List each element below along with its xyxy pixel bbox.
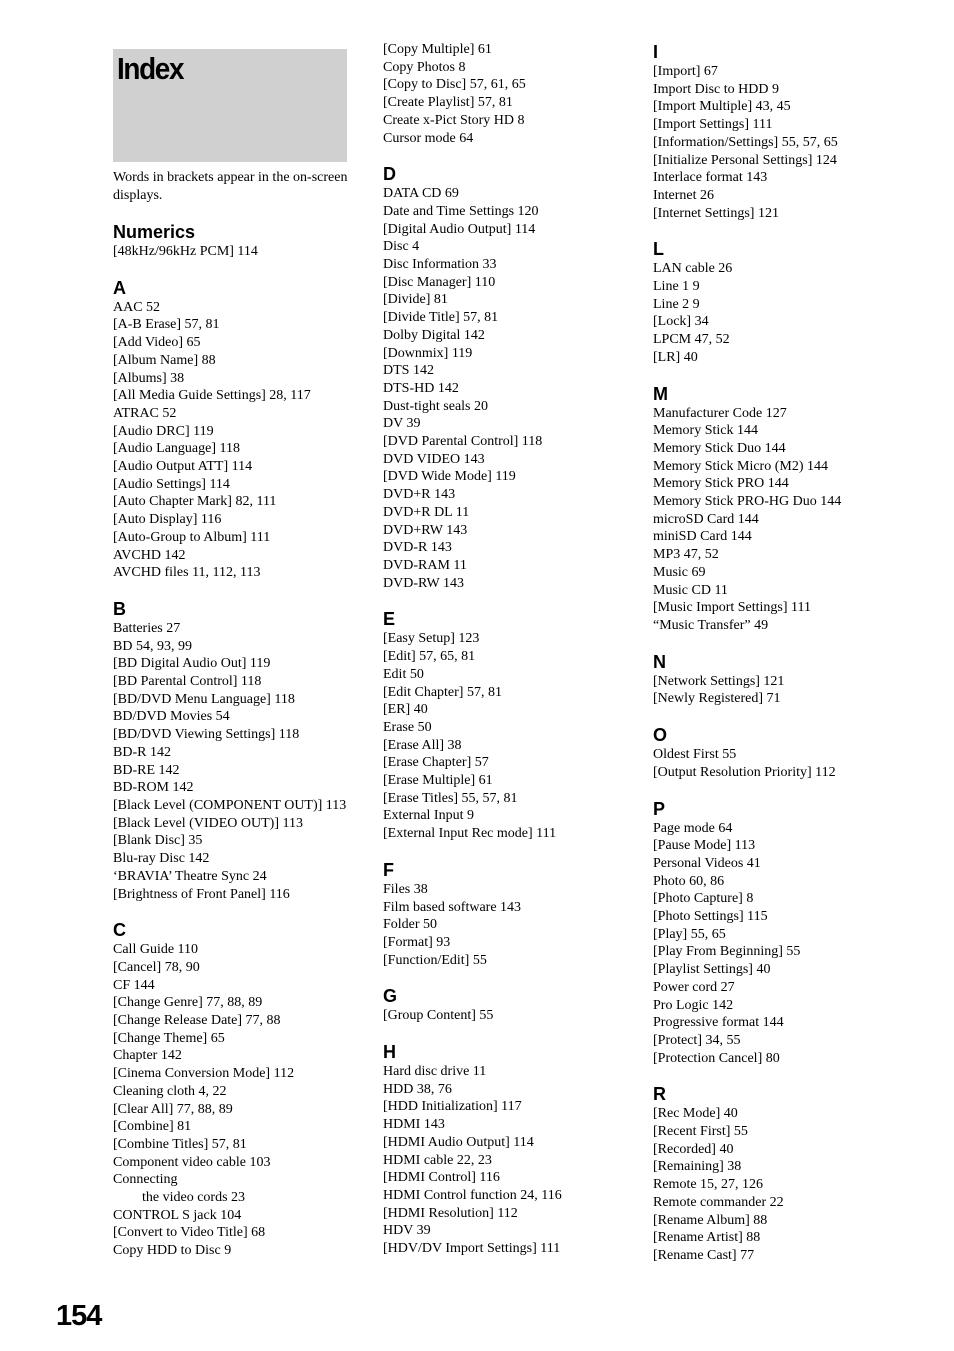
index-entry: [48kHz/96kHz PCM] 114 <box>113 244 258 259</box>
index-entry: [Auto Display] 116 <box>113 512 222 528</box>
index-section-l <box>653 238 913 366</box>
index-entry: Connecting <box>113 1172 178 1188</box>
index-entry: Folder 50 <box>383 917 438 933</box>
index-entry: Personal Videos 41 <box>653 855 761 871</box>
index-entry: [Recorded] 40 <box>653 1141 734 1157</box>
index-entry: [HDV/DV Import Settings] 111 <box>383 1241 561 1257</box>
index-entry: [BD Digital Audio Out] 119 <box>113 656 271 672</box>
index-entry: [Change Theme] 65 <box>113 1030 225 1046</box>
index-section-m <box>653 383 913 635</box>
index-entry: [Create Playlist] 57, 81 <box>383 95 513 111</box>
section-heading: H <box>383 1042 396 1063</box>
index-entry: DVD+RW 143 <box>383 522 468 538</box>
index-entry: DVD+R DL 11 <box>383 504 470 520</box>
index-section-e <box>383 608 633 842</box>
index-entry: CF 144 <box>113 977 155 993</box>
index-section-numerics <box>113 221 349 261</box>
index-entry: [Newly Registered] 71 <box>653 691 781 707</box>
index-entry: Music 69 <box>653 564 706 580</box>
index-entry: Disc 4 <box>383 239 420 255</box>
index-entry: [Play From Beginning] 55 <box>653 944 801 960</box>
index-entry: [Cancel] 78, 90 <box>113 959 200 975</box>
index-entry: [Network Settings] 121 <box>653 673 785 689</box>
index-entry: DVD+R 143 <box>383 487 456 503</box>
index-entry: Edit 50 <box>383 666 424 682</box>
entry-list <box>653 63 913 222</box>
index-section-h <box>383 1041 633 1258</box>
index-entry: Copy Photos 8 <box>383 59 466 75</box>
index-entry: BD-ROM 142 <box>113 780 194 796</box>
index-entry: [Edit Chapter] 57, 81 <box>383 684 502 700</box>
index-entry: [Photo Settings] 115 <box>653 909 768 925</box>
index-entry: [Clear All] 77, 88, 89 <box>113 1101 233 1117</box>
index-entry: [Digital Audio Output] 114 <box>383 221 536 237</box>
index-entry: [Audio Language] 118 <box>113 441 240 457</box>
index-section-c-continued <box>383 41 633 147</box>
index-entry: Disc Information 33 <box>383 257 497 273</box>
index-entry: [External Input Rec mode] 111 <box>383 826 557 842</box>
index-entry: [ER] 40 <box>383 702 428 718</box>
index-entry: [Copy to Disc] 57, 61, 65 <box>383 77 526 93</box>
index-entry: [Albums] 38 <box>113 370 185 386</box>
index-entry: Erase 50 <box>383 719 432 735</box>
index-entry: [Divide Title] 57, 81 <box>383 310 499 326</box>
section-heading: I <box>653 42 659 62</box>
index-section-r <box>653 1083 913 1264</box>
section-heading: O <box>653 725 668 746</box>
index-entry: HDMI Control function 24, 116 <box>383 1187 562 1203</box>
index-entry: [Remaining] 38 <box>653 1159 742 1175</box>
entry-list <box>383 41 633 147</box>
entry-list <box>113 620 349 903</box>
index-entry: [Format] 93 <box>383 934 451 950</box>
entry-list <box>653 820 913 1068</box>
index-section-i <box>653 41 913 222</box>
index-entry: Memory Stick Duo 144 <box>653 440 786 456</box>
index-entry: [Cinema Conversion Mode] 112 <box>113 1066 295 1082</box>
index-entry: [Initialize Personal Settings] 124 <box>653 152 837 168</box>
section-heading: A <box>113 277 126 298</box>
index-entry: DTS-HD 142 <box>383 380 459 396</box>
index-entry: Dolby Digital 142 <box>383 327 485 343</box>
index-entry: [Information/Settings] 55, 57, 65 <box>653 134 838 150</box>
index-entry: “Music Transfer” 49 <box>653 617 769 633</box>
index-entry: LPCM 47, 52 <box>653 332 730 348</box>
index-entry: DV 39 <box>383 416 421 432</box>
index-entry: [BD Parental Control] 118 <box>113 674 262 690</box>
index-entry: [Combine] 81 <box>113 1119 192 1135</box>
index-section-p <box>653 798 913 1068</box>
index-section-g <box>383 985 633 1025</box>
index-entry: Memory Stick 144 <box>653 423 758 439</box>
index-section-d <box>383 163 633 592</box>
entry-list <box>113 299 349 582</box>
entry-list <box>383 881 633 970</box>
index-entry: [Disc Manager] 110 <box>383 274 496 290</box>
index-column-3 <box>653 41 913 1265</box>
index-entry: BD 54, 93, 99 <box>113 638 192 654</box>
section-heading: Numerics <box>113 222 196 242</box>
index-entry: [Auto Chapter Mark] 82, 111 <box>113 494 277 510</box>
index-entry: [Audio Settings] 114 <box>113 476 230 492</box>
index-entry: [DVD Wide Mode] 119 <box>383 469 516 485</box>
index-entry: ATRAC 52 <box>113 405 177 421</box>
index-entry: [Auto-Group to Album] 111 <box>113 529 271 545</box>
index-entry: External Input 9 <box>383 808 474 824</box>
index-entry: [Playlist Settings] 40 <box>653 962 771 978</box>
index-entry: Call Guide 110 <box>113 942 199 958</box>
section-heading: R <box>653 1084 666 1105</box>
entry-list <box>653 260 913 366</box>
index-entry: Date and Time Settings 120 <box>383 203 539 219</box>
index-entry: [Black Level (COMPONENT OUT)] 113 <box>113 797 347 813</box>
index-entry: miniSD Card 144 <box>653 529 752 545</box>
index-entry: DATA CD 69 <box>383 186 459 202</box>
index-entry: [Protect] 34, 55 <box>653 1032 741 1048</box>
section-heading: F <box>383 859 394 880</box>
index-entry: [HDMI Audio Output] 114 <box>383 1134 534 1150</box>
index-entry: [BD/DVD Viewing Settings] 118 <box>113 727 300 743</box>
index-entry: Remote commander 22 <box>653 1194 784 1210</box>
index-section-b <box>113 598 349 903</box>
section-heading: M <box>653 383 668 404</box>
index-entry: [Function/Edit] 55 <box>383 952 487 968</box>
index-entry: Memory Stick PRO 144 <box>653 476 789 492</box>
index-title-box <box>113 49 347 162</box>
index-entry: [Downmix] 119 <box>383 345 473 361</box>
index-entry: [Brightness of Front Panel] 116 <box>113 886 290 902</box>
index-entry: Create x-Pict Story HD 8 <box>383 112 525 128</box>
index-entry: [Erase All] 38 <box>383 737 462 753</box>
index-entry: BD-RE 142 <box>113 762 180 778</box>
index-entry: [A-B Erase] 57, 81 <box>113 317 220 333</box>
index-entry: [Recent First] 55 <box>653 1124 748 1140</box>
index-entry: DVD VIDEO 143 <box>383 451 485 467</box>
index-entry: Oldest First 55 <box>653 747 737 763</box>
index-entry: [Erase Titles] 55, 57, 81 <box>383 790 518 806</box>
index-entry: Component video cable 103 <box>113 1154 271 1170</box>
index-entry: Copy HDD to Disc 9 <box>113 1243 232 1259</box>
index-entry: Line 2 9 <box>653 296 700 312</box>
index-entry: [Divide] 81 <box>383 292 448 308</box>
index-entry: [Change Release Date] 77, 88 <box>113 1013 281 1029</box>
index-entry: Cleaning cloth 4, 22 <box>113 1083 227 1099</box>
index-entry: Film based software 143 <box>383 899 522 915</box>
page-title: Index <box>117 51 184 86</box>
index-entry: CONTROL S jack 104 <box>113 1207 242 1223</box>
index-section-c <box>113 919 349 1260</box>
index-entry: Power cord 27 <box>653 979 735 995</box>
index-entry: Memory Stick PRO-HG Duo 144 <box>653 494 842 510</box>
index-section-n <box>653 651 913 708</box>
index-entry: [All Media Guide Settings] 28, 117 <box>113 388 311 404</box>
index-entry: Interlace format 143 <box>653 170 768 186</box>
index-column-2 <box>383 41 633 1258</box>
index-entry: LAN cable 26 <box>653 261 733 277</box>
section-heading: C <box>113 920 126 941</box>
section-heading: D <box>383 164 396 185</box>
index-entry: [Rename Cast] 77 <box>653 1247 755 1263</box>
index-entry: [Album Name] 88 <box>113 352 216 368</box>
entry-list <box>383 1007 633 1025</box>
index-entry: [Pause Mode] 113 <box>653 838 756 854</box>
index-entry: [Erase Chapter] 57 <box>383 755 489 771</box>
entry-list <box>653 1105 913 1264</box>
index-entry: [Audio Output ATT] 114 <box>113 459 253 475</box>
index-entry: [Black Level (VIDEO OUT)] 113 <box>113 815 303 831</box>
index-entry: [Group Content] 55 <box>383 1008 494 1024</box>
index-entry: [Edit] 57, 65, 81 <box>383 649 476 665</box>
section-heading: P <box>653 798 666 819</box>
index-entry: Pro Logic 142 <box>653 997 734 1013</box>
index-entry: AVCHD 142 <box>113 547 186 563</box>
index-entry: Batteries 27 <box>113 620 181 636</box>
index-section-o <box>653 724 913 781</box>
index-column-1 <box>113 41 349 1260</box>
index-entry: [Erase Multiple] 61 <box>383 773 493 789</box>
index-entry: Line 1 9 <box>653 279 700 295</box>
index-entry: HDMI cable 22, 23 <box>383 1152 492 1168</box>
index-entry: [Music Import Settings] 111 <box>653 600 812 616</box>
index-entry: Photo 60, 86 <box>653 873 725 889</box>
index-entry: [Internet Settings] 121 <box>653 205 779 221</box>
entry-list <box>653 673 913 708</box>
index-entry: BD-R 142 <box>113 744 171 760</box>
index-entry: Import Disc to HDD 9 <box>653 81 779 97</box>
index-entry: [BD/DVD Menu Language] 118 <box>113 691 295 707</box>
index-entry: [Copy Multiple] 61 <box>383 42 492 57</box>
index-entry: [HDMI Resolution] 112 <box>383 1205 518 1221</box>
index-entry: the video cords 23 <box>142 1190 246 1206</box>
index-entry: MP3 47, 52 <box>653 547 719 563</box>
section-heading: E <box>383 609 396 630</box>
index-entry: [Rename Artist] 88 <box>653 1230 761 1246</box>
index-entry: DTS 142 <box>383 363 434 379</box>
index-entry: [Output Resolution Priority] 112 <box>653 764 836 780</box>
index-entry: Blu-ray Disc 142 <box>113 851 210 867</box>
index-entry: [Protection Cancel] 80 <box>653 1050 780 1066</box>
section-heading: G <box>383 986 398 1007</box>
entry-list <box>113 243 349 261</box>
index-entry: Internet 26 <box>653 187 715 203</box>
index-intro-note: Words in brackets appear in the on-screen displays. <box>113 170 348 203</box>
index-entry: [Import Multiple] 43, 45 <box>653 99 791 115</box>
index-entry: [Play] 55, 65 <box>653 926 726 942</box>
index-entry: Dust-tight seals 20 <box>383 398 488 414</box>
index-entry: BD/DVD Movies 54 <box>113 709 230 725</box>
page-number: 154 <box>56 1300 102 1332</box>
index-entry: ‘BRAVIA’ Theatre Sync 24 <box>113 868 267 884</box>
entry-list <box>383 185 633 592</box>
index-entry: AVCHD files 11, 112, 113 <box>113 565 261 581</box>
index-entry: HDD 38, 76 <box>383 1081 452 1097</box>
index-entry: HDMI 143 <box>383 1117 445 1133</box>
index-section-f <box>383 859 633 970</box>
index-entry: [HDMI Control] 116 <box>383 1170 500 1186</box>
section-heading: B <box>113 598 126 619</box>
index-entry: AAC 52 <box>113 299 161 315</box>
index-entry: [Import Settings] 111 <box>653 117 773 133</box>
index-entry: Files 38 <box>383 881 428 897</box>
index-entry: [Combine Titles] 57, 81 <box>113 1136 247 1152</box>
index-entry: [Convert to Video Title] 68 <box>113 1225 266 1241</box>
index-entry: [DVD Parental Control] 118 <box>383 434 543 450</box>
index-entry: [Add Video] 65 <box>113 335 201 351</box>
index-entry: Music CD 11 <box>653 582 728 598</box>
index-entry: [Blank Disc] 35 <box>113 833 203 849</box>
index-entry: Page mode 64 <box>653 820 733 836</box>
index-entry: Chapter 142 <box>113 1048 182 1064</box>
entry-list <box>383 630 633 842</box>
index-entry: [Photo Capture] 8 <box>653 891 754 907</box>
index-entry: [Audio DRC] 119 <box>113 423 214 439</box>
index-entry: Hard disc drive 11 <box>383 1064 487 1080</box>
index-entry: Progressive format 144 <box>653 1015 784 1031</box>
index-section-a <box>113 277 349 582</box>
index-entry: HDV 39 <box>383 1223 431 1239</box>
index-entry: DVD-RW 143 <box>383 575 465 591</box>
index-entry: [Lock] 34 <box>653 314 709 330</box>
index-entry: Memory Stick Micro (M2) 144 <box>653 458 828 474</box>
index-entry: [Change Genre] 77, 88, 89 <box>113 995 263 1011</box>
entry-list <box>653 405 913 635</box>
index-entry: DVD-R 143 <box>383 540 452 556</box>
entry-list <box>383 1063 633 1258</box>
index-entry: Manufacturer Code 127 <box>653 405 787 421</box>
index-entry: [Import] 67 <box>653 64 718 79</box>
entry-list <box>653 746 913 781</box>
entry-list <box>113 941 349 1260</box>
index-entry: DVD-RAM 11 <box>383 557 467 573</box>
index-entry: [Rec Mode] 40 <box>653 1106 738 1122</box>
section-heading: L <box>653 239 664 260</box>
index-entry: microSD Card 144 <box>653 511 759 527</box>
index-entry: [Rename Album] 88 <box>653 1212 768 1228</box>
index-entry: Remote 15, 27, 126 <box>653 1177 764 1193</box>
index-entry: [HDD Initialization] 117 <box>383 1099 522 1115</box>
section-heading: N <box>653 651 666 672</box>
index-entry: [Easy Setup] 123 <box>383 631 480 647</box>
index-entry: Cursor mode 64 <box>383 130 474 146</box>
index-entry: [LR] 40 <box>653 349 698 365</box>
